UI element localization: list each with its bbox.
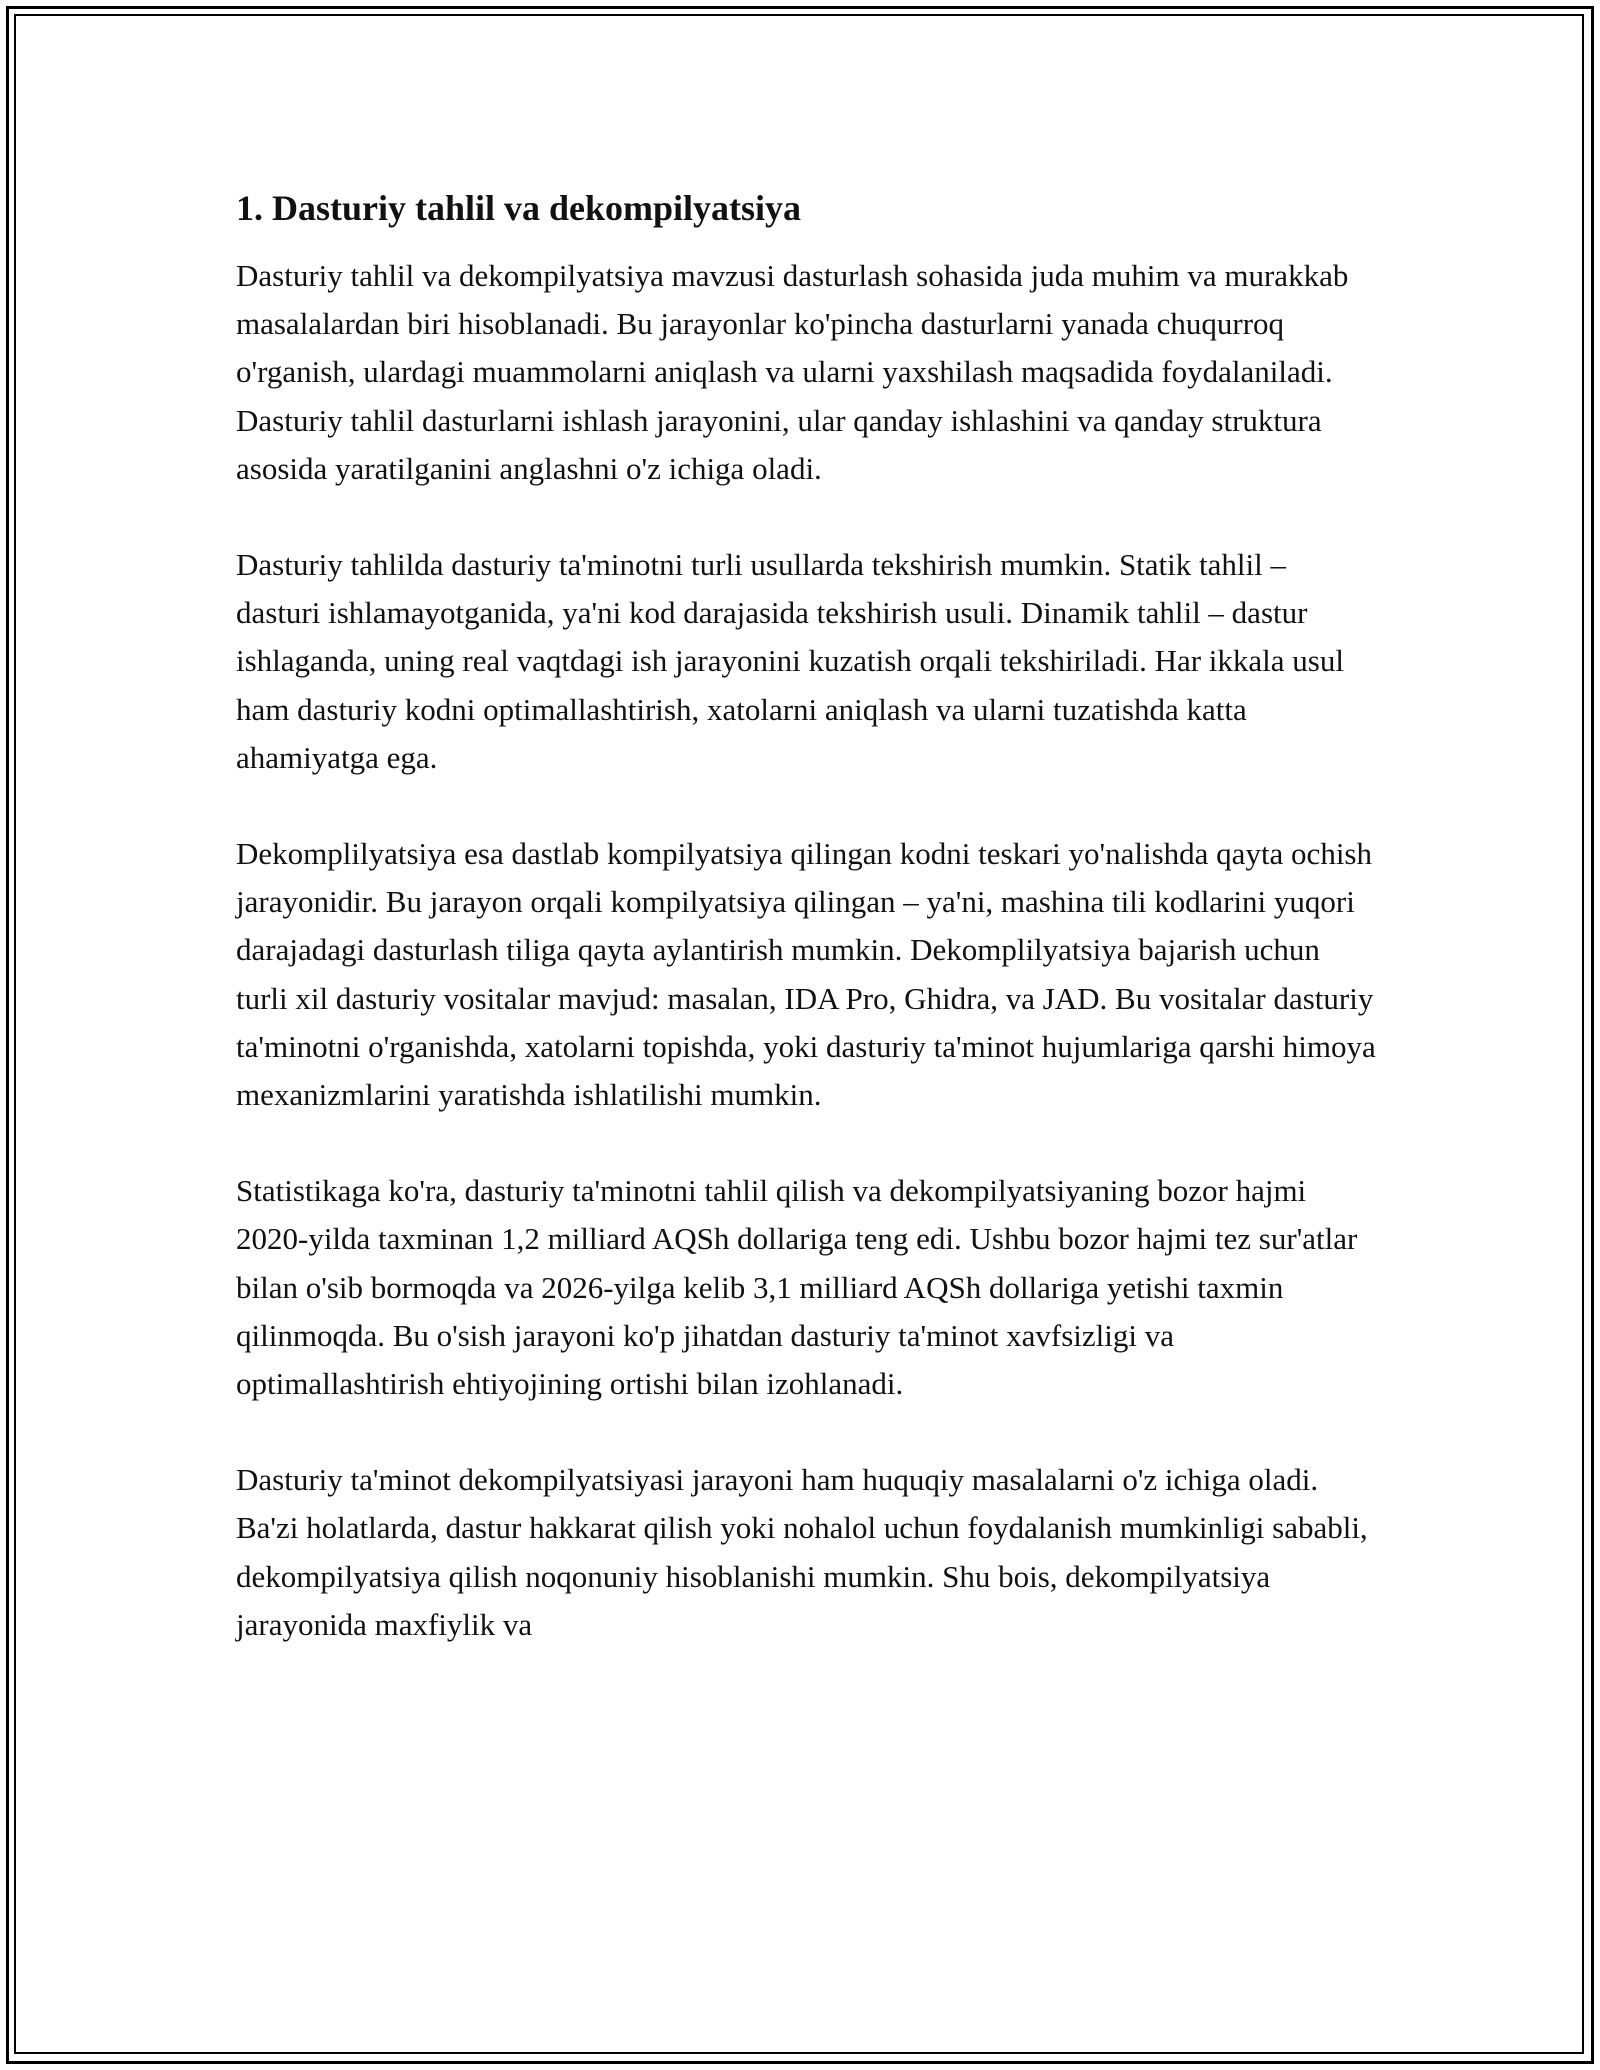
paragraph-4: Statistikaga ko'ra, dasturiy ta'minotni tahlil qilish va dekompilyatsiyaning bozor hajmi 2020-yilda taxminan 1,2 milliard AQSh dollariga teng edi. Ushbu bozor hajmi tez sur'atlar bilan o'sib bormoqda va 2026-yilga kelib 3,1 milliard AQSh dollariga yetishi taxmin qilinmoqda. Bu o'sish jarayoni ko'p jihatdan dasturiy ta'minot xavfsizligi va optimallashtirish ehtiyojining ortishi bilan izohlanadi.: [236, 1173, 1358, 1402]
paragraph-2: Dasturiy tahlilda dasturiy ta'minotni turli usullarda tekshirish mumkin. Statik tahlil – dasturi ishlamayotganida, ya'ni kod darajasida tekshirish usuli. Dinamik tahlil – dastur ishlaganda, uning real vaqtdagi ish jarayonini kuzatish orqali tekshiriladi. Har ikkala usul ham dasturiy kodni optimallashtirish, xatolarni aniqlash va ularni tuzatishda katta ahamiyatga ega.: [236, 547, 1344, 775]
paragraph-5: Dasturiy ta'minot dekompilyatsiyasi jarayoni ham huquqiy masalalarni o'z ichiga oladi. Ba'zi holatlarda, dastur hakkarat qilish yoki nohalol uchun foydalanish mumkinligi sababli, dekompilyatsiya qilish noqonuniy hisoblanishi mumkin. Shu bois, dekompilyatsiya jarayonida maxfiylik va: [236, 1462, 1368, 1642]
paragraph-1: Dasturiy tahlil va dekompilyatsiya mavzusi dasturlash sohasida juda muhim va murakkab masalalardan biri hisoblanadi. Bu jarayonlar ko'pincha dasturlarni yanada chuqurroq o'rganish, ulardagi muammolarni aniqlash va ularni yaxshilash maqsadida foydalaniladi. Dasturiy tahlil dasturlarni ishlash jarayonini, ular qanday ishlashini va qanday struktura asosida yaratilganini anglashni o'z ichiga oladi.: [236, 258, 1349, 486]
section-heading: 1. Dasturiy tahlil va dekompilyatsiya: [236, 188, 802, 228]
paragraph-3: Dekomplilyatsiya esa dastlab kompilyatsiya qilingan kodni teskari yo'nalishda qayta ochish jarayonidir. Bu jarayon orqali kompilyatsiya qilingan – ya'ni, mashina tili kodlarini yuqori darajadagi dasturlash tiliga qayta aylantirish mumkin. Dekomplilyatsiya bajarish uchun turli xil dasturiy vositalar mavjud: masalan, IDA Pro, Ghidra, va JAD. Bu vositalar dasturiy ta'minotni o'rganishda, xatolarni topishda, yoki dasturiy ta'minot hujumlariga qarshi himoya mexanizmlarini yaratishda ishlatilishi mumkin.: [236, 836, 1376, 1113]
document-body: [236, 184, 1376, 1697]
